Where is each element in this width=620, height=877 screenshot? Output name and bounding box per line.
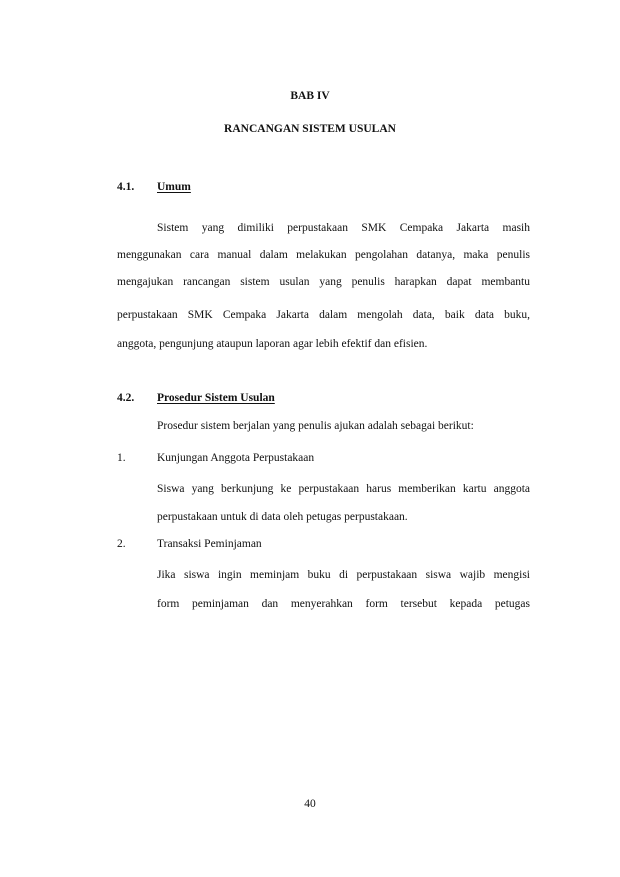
- chapter-number: BAB IV: [290, 90, 330, 102]
- section-1-paragraph-line-2: menggunakan cara manual dalam melakukan pengolahan datanya, maka penulis: [117, 249, 530, 261]
- section-1-number: 4.1.: [117, 181, 135, 193]
- section-2-intro: Prosedur sistem berjalan yang penulis ajukan adalah sebagai berikut:: [157, 420, 474, 432]
- section-1-paragraph-line-3: mengajukan rancangan sistem usulan yang penulis harapkan dapat membantu: [117, 276, 530, 288]
- chapter-title: RANCANGAN SISTEM USULAN: [224, 123, 396, 135]
- list-item-2-line-2: form peminjaman dan menyerahkan form tersebut kepada petugas: [157, 598, 530, 610]
- section-2-number: 4.2.: [117, 392, 135, 404]
- page-number: 40: [304, 798, 316, 810]
- list-item-1-number: 1.: [117, 452, 126, 464]
- list-item-1-line-2: perpustakaan untuk di data oleh petugas perpustakaan.: [157, 511, 408, 523]
- section-2-title: Prosedur Sistem Usulan: [157, 392, 275, 404]
- list-item-2-number: 2.: [117, 538, 126, 550]
- list-item-1-line-1: Siswa yang berkunjung ke perpustakaan harus memberikan kartu anggota: [157, 483, 530, 495]
- section-1-title: Umum: [157, 181, 191, 193]
- list-item-2-line-1: Jika siswa ingin meminjam buku di perpustakaan siswa wajib mengisi: [157, 569, 530, 581]
- list-item-2-title: Transaksi Peminjaman: [157, 538, 262, 550]
- section-1-paragraph-line-5: anggota, pengunjung ataupun laporan agar lebih efektif dan efisien.: [117, 338, 428, 350]
- section-1-paragraph-line-4: perpustakaan SMK Cempaka Jakarta dalam mengolah data, baik data buku,: [117, 309, 530, 321]
- section-1-paragraph-line-1: Sistem yang dimiliki perpustakaan SMK Cempaka Jakarta masih: [157, 222, 530, 234]
- list-item-1-title: Kunjungan Anggota Perpustakaan: [157, 452, 315, 464]
